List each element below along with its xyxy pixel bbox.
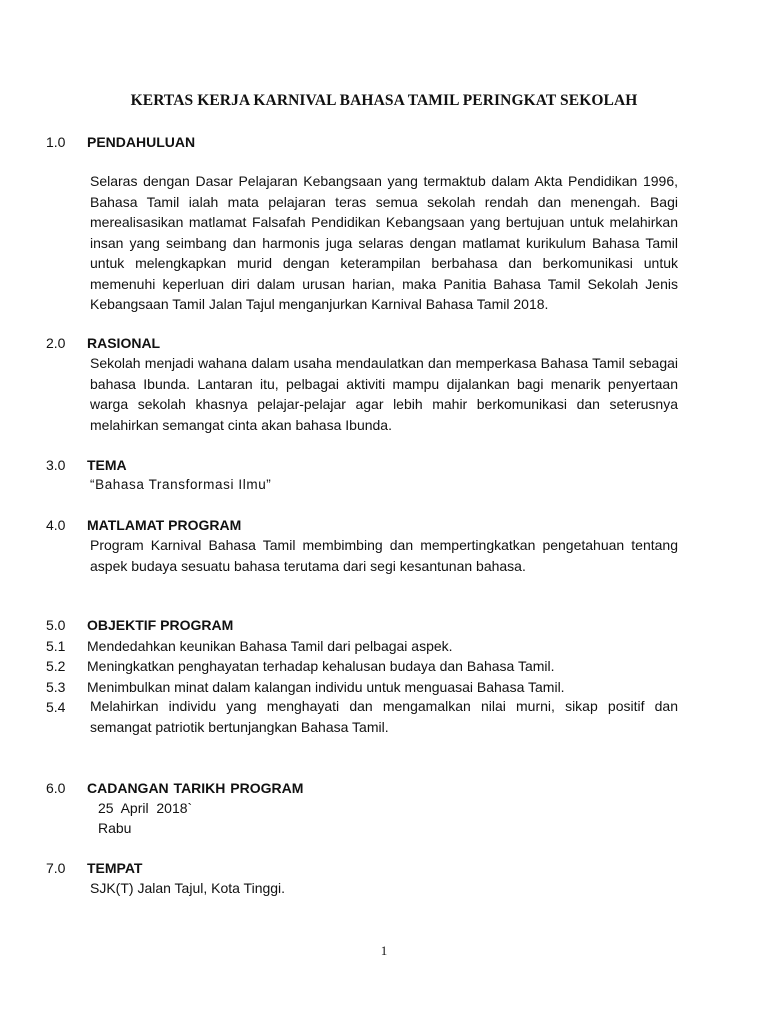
section-number: 7.0: [46, 860, 66, 876]
list-item-number: 5.1: [46, 638, 66, 654]
section-heading-rasional: RASIONAL: [87, 335, 161, 351]
section-number: 1.0: [46, 134, 66, 150]
section-heading-pendahuluan: PENDAHULUAN: [87, 134, 196, 150]
list-item: Meningkatkan penghayatan terhadap kehalusan budaya dan Bahasa Tamil.: [87, 658, 555, 674]
section-heading-tema: TEMA: [87, 457, 127, 473]
list-item: Menimbulkan minat dalam kalangan individu untuk menguasai Bahasa Tamil.: [87, 679, 565, 695]
section-number: 4.0: [46, 517, 66, 533]
section-heading-objektif: OBJEKTIF PROGRAM: [87, 617, 234, 633]
section-heading-tempat: TEMPAT: [87, 860, 143, 876]
list-item-number: 5.3: [46, 679, 66, 695]
section-number: 6.0: [46, 780, 66, 796]
section-number: 3.0: [46, 457, 66, 473]
list-item-number: 5.4: [46, 699, 66, 715]
section-body-tempat: SJK(T) Jalan Tajul, Kota Tinggi.: [90, 880, 286, 896]
section-body-rasional: Sekolah menjadi wahana dalam usaha mendaulatkan dan memperkasa Bahasa Tamil sebagai bahasa Ibunda. Lantaran itu, pelbagai aktiviti mampu dijalankan bagi menarik penyertaan warga sekolah khasnya pelajar-pelajar agar lebih mahir berkomunikasi dan seterusnya melahirkan semangat cinta akan bahasa Ibunda.: [90, 355, 678, 433]
section-heading-tarikh: CADANGAN TARIKH PROGRAM: [87, 780, 304, 796]
document-title: KERTAS KERJA KARNIVAL BAHASA TAMIL PERINGKAT SEKOLAH: [130, 92, 638, 109]
section-number: 2.0: [46, 335, 66, 351]
list-item: Mendedahkan keunikan Bahasa Tamil dari pelbagai aspek.: [87, 638, 453, 654]
section-body-tema: “Bahasa Transformasi Ilmu”: [90, 477, 272, 492]
section-number: 5.0: [46, 617, 66, 633]
list-item-number: 5.2: [46, 658, 66, 674]
program-day: Rabu: [98, 820, 132, 836]
section-body-matlamat: Program Karnival Bahasa Tamil membimbing dan mempertingkatkan pengetahuan tentang aspek budaya sesuatu bahasa terutama dari segi kesantunan bahasa.: [90, 537, 678, 574]
page-number: 1: [380, 943, 388, 958]
section-body-pendahuluan: Selaras dengan Dasar Pelajaran Kebangsaan yang termaktub dalam Akta Pendidikan 1996, Bahasa Tamil ialah mata pelajaran teras semua sekolah rendah dan menengah. Bagi merealisasikan matlamat Falsafah Pendidikan Kebangsaan yang bertujuan untuk melahirkan insan yang seimbang dan harmonis juga selaras dengan matlamat kurikulum Bahasa Tamil untuk melengkapkan murid dengan keterampilan berbahasa dan berkomunikasi untuk memenuhi keperluan diri dalam urusan harian, maka Panitia Bahasa Tamil Sekolah Jenis Kebangsaan Tamil Jalan Tajul menganjurkan Karnival Bahasa Tamil 2018.: [90, 173, 678, 312]
section-heading-matlamat: MATLAMAT PROGRAM: [87, 517, 242, 533]
program-date: 25 April 2018`: [98, 800, 193, 816]
list-item: Melahirkan individu yang menghayati dan mengamalkan nilai murni, sikap positif dan semangat patriotik bertunjangkan Bahasa Tamil.: [90, 698, 678, 735]
